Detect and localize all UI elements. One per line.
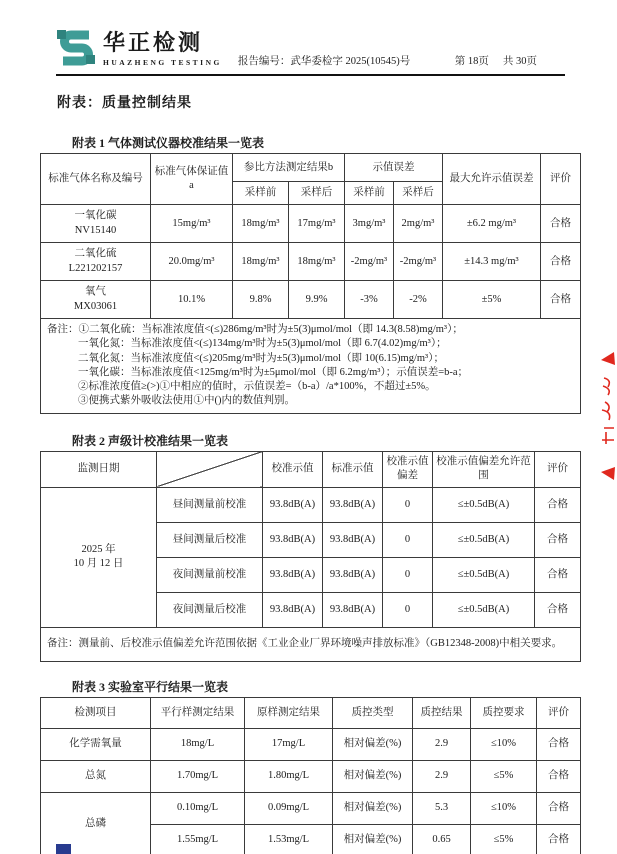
deviation-cell: 0 bbox=[383, 592, 433, 627]
diagonal-header-cell bbox=[157, 451, 263, 487]
gas-calibration-table bbox=[40, 153, 581, 414]
evaluation-cell: 合格 bbox=[535, 522, 581, 557]
monitoring-date-cell: 2025 年 10 月 12 日 bbox=[41, 487, 157, 627]
table1-notes bbox=[41, 319, 581, 414]
allowed-range-cell: ≤±0.5dB(A) bbox=[433, 592, 535, 627]
col-qc-result: 质控结果 bbox=[413, 697, 471, 728]
col-gas-name: 标准气体名称及编号 bbox=[41, 154, 151, 205]
err-before-cell: -3% bbox=[345, 281, 394, 319]
ref-after-cell: 18mg/m³ bbox=[289, 243, 345, 281]
evaluation-cell: 合格 bbox=[535, 487, 581, 522]
corner-mark bbox=[56, 844, 71, 854]
evaluation-cell: 合格 bbox=[537, 824, 581, 854]
ref-before-cell: 18mg/m³ bbox=[233, 243, 289, 281]
company-logo bbox=[56, 28, 222, 71]
table-header-row bbox=[41, 451, 581, 487]
original-result-cell: 1.80mg/L bbox=[245, 760, 333, 792]
qc-type-cell: 相对偏差(%) bbox=[333, 824, 413, 854]
guaranteed-value-cell: 10.1% bbox=[151, 281, 233, 319]
table-row bbox=[41, 243, 581, 281]
allowed-range-cell: ≤±0.5dB(A) bbox=[433, 487, 535, 522]
table2-title: 附表 2 声级计校准结果一览表 bbox=[72, 433, 229, 448]
col-allowed-range: 校准示值偏差允许范围 bbox=[433, 451, 535, 487]
calibration-stage-cell: 昼间测量后校准 bbox=[157, 522, 263, 557]
note-line: 二氧化氮：当标准浓度值<(≤)205mg/m³时为±5(3)μmol/mol（即 10(6.15)mg/m³）； bbox=[78, 352, 444, 364]
test-item-cell: 总氮 bbox=[41, 760, 151, 792]
ref-after-cell: 17mg/m³ bbox=[289, 205, 345, 243]
original-result-cell: 0.09mg/L bbox=[245, 792, 333, 824]
allowed-range-cell: ≤±0.5dB(A) bbox=[433, 522, 535, 557]
col-test-item: 检测项目 bbox=[41, 697, 151, 728]
table-row bbox=[41, 792, 581, 824]
allowed-range-cell: ≤±0.5dB(A) bbox=[433, 557, 535, 592]
err-after-cell: -2mg/m³ bbox=[394, 243, 443, 281]
standard-value-cell: 93.8dB(A) bbox=[323, 487, 383, 522]
parallel-result-cell: 18mg/L bbox=[151, 728, 245, 760]
gas-name-cell: 一氧化碳 NV15140 bbox=[41, 205, 151, 243]
guaranteed-value-cell: 20.0mg/m³ bbox=[151, 243, 233, 281]
standard-value-cell: 93.8dB(A) bbox=[323, 592, 383, 627]
err-before-cell: 3mg/m³ bbox=[345, 205, 394, 243]
err-after-cell: 2mg/m³ bbox=[394, 205, 443, 243]
err-after-cell: -2% bbox=[394, 281, 443, 319]
brand-name-cn: 华正检测 bbox=[103, 30, 204, 55]
brand-name-en: HUAZHENG TESTING bbox=[103, 58, 222, 67]
parallel-result-cell: 0.10mg/L bbox=[151, 792, 245, 824]
evaluation-cell: 合格 bbox=[535, 592, 581, 627]
table-row bbox=[41, 281, 581, 319]
table-row bbox=[41, 205, 581, 243]
col-parallel-result: 平行样测定结果 bbox=[151, 697, 245, 728]
report-number: 报告编号：武华委检字 2025(10545)号 bbox=[237, 56, 411, 67]
col-after-sampling: 采样后 bbox=[289, 182, 345, 205]
qc-type-cell: 相对偏差(%) bbox=[333, 760, 413, 792]
qc-requirement-cell: ≤5% bbox=[471, 824, 537, 854]
parallel-result-cell: 1.55mg/L bbox=[151, 824, 245, 854]
evaluation-cell: 合格 bbox=[541, 205, 581, 243]
table2-note: 备注：测量前、后校准示值偏差允许范围依据《工业企业厂界环境噪声排放标准》（GB12348-2008)中相关要求。 bbox=[41, 627, 581, 661]
err-before-cell: -2mg/m³ bbox=[345, 243, 394, 281]
original-result-cell: 17mg/L bbox=[245, 728, 333, 760]
table-header-row bbox=[41, 154, 581, 182]
max-error-cell: ±14.3 mg/m³ bbox=[443, 243, 541, 281]
col-standard-value: 标准示值 bbox=[323, 451, 383, 487]
total-pages: 共 30页 bbox=[502, 56, 537, 67]
qc-result-cell: 2.9 bbox=[413, 760, 471, 792]
standard-value-cell: 93.8dB(A) bbox=[323, 557, 383, 592]
calibration-value-cell: 93.8dB(A) bbox=[263, 522, 323, 557]
col-after-sampling: 采样后 bbox=[394, 182, 443, 205]
table-row bbox=[41, 487, 581, 522]
col-qc-requirement: 质控要求 bbox=[471, 697, 537, 728]
qc-requirement-cell: ≤10% bbox=[471, 792, 537, 824]
gas-name-cell: 氧气 MX03061 bbox=[41, 281, 151, 319]
calibration-value-cell: 93.8dB(A) bbox=[263, 557, 323, 592]
deviation-cell: 0 bbox=[383, 557, 433, 592]
calibration-stage-cell: 夜间测量后校准 bbox=[157, 592, 263, 627]
brand-text bbox=[103, 32, 222, 67]
sound-level-calibration-table bbox=[40, 451, 581, 662]
table-notes-row bbox=[41, 627, 581, 661]
huazheng-logo-icon bbox=[56, 28, 96, 71]
qc-type-cell: 相对偏差(%) bbox=[333, 792, 413, 824]
note-line: ③便携式紫外吸收法使用①中()内的数值判别。 bbox=[78, 395, 295, 407]
col-evaluation: 评价 bbox=[541, 154, 581, 205]
lab-parallel-results-table bbox=[40, 697, 581, 854]
calibration-stage-cell: 昼间测量前校准 bbox=[157, 487, 263, 522]
calibration-value-cell: 93.8dB(A) bbox=[263, 592, 323, 627]
note-line: ②标准浓度值≥(>)①中相应的值时，示值误差=（b-a）/a*100%，不超过±5%。 bbox=[78, 381, 436, 393]
col-indication-error-group: 示值误差 bbox=[345, 154, 443, 182]
table3-title: 附表 3 实验室平行结果一览表 bbox=[72, 679, 229, 694]
col-qc-type: 质控类型 bbox=[333, 697, 413, 728]
original-result-cell: 1.53mg/L bbox=[245, 824, 333, 854]
table-notes-row bbox=[41, 319, 581, 414]
deviation-cell: 0 bbox=[383, 487, 433, 522]
header-rule bbox=[56, 28, 565, 76]
qc-type-cell: 相对偏差(%) bbox=[333, 728, 413, 760]
note-line: 一氧化碳：当标准浓度值<125mg/m³时为±5μmol/mol（即 6.2mg/m³）；示值误差=b-a； bbox=[78, 366, 469, 378]
col-original-result: 原样测定结果 bbox=[245, 697, 333, 728]
col-ref-method-group: 参比方法测定结果b bbox=[233, 154, 345, 182]
col-calibration-value: 校准示值 bbox=[263, 451, 323, 487]
page-indicator bbox=[455, 53, 537, 71]
calibration-value-cell: 93.8dB(A) bbox=[263, 487, 323, 522]
table-row bbox=[41, 728, 581, 760]
col-before-sampling: 采样前 bbox=[233, 182, 289, 205]
page-title: 附表：质量控制结果 bbox=[57, 96, 192, 111]
qc-requirement-cell: ≤5% bbox=[471, 760, 537, 792]
qc-requirement-cell: ≤10% bbox=[471, 728, 537, 760]
deviation-cell: 0 bbox=[383, 522, 433, 557]
parallel-result-cell: 1.70mg/L bbox=[151, 760, 245, 792]
evaluation-cell: 合格 bbox=[537, 728, 581, 760]
red-seal-fragment bbox=[597, 350, 617, 482]
ref-before-cell: 18mg/m³ bbox=[233, 205, 289, 243]
standard-value-cell: 93.8dB(A) bbox=[323, 522, 383, 557]
page-header bbox=[56, 0, 565, 76]
col-monitoring-date: 监测日期 bbox=[41, 451, 157, 487]
table1-title: 附表 1 气体测试仪器校准结果一览表 bbox=[72, 136, 265, 150]
table-header-row bbox=[41, 697, 581, 728]
col-guaranteed-value: 标准气体保证值 a bbox=[151, 154, 233, 205]
evaluation-cell: 合格 bbox=[537, 760, 581, 792]
evaluation-cell: 合格 bbox=[537, 792, 581, 824]
max-error-cell: ±5% bbox=[443, 281, 541, 319]
col-max-allowed-error: 最大允许示值误差 bbox=[443, 154, 541, 205]
calibration-stage-cell: 夜间测量前校准 bbox=[157, 557, 263, 592]
ref-after-cell: 9.9% bbox=[289, 281, 345, 319]
current-page: 第 18页 bbox=[454, 56, 489, 67]
evaluation-cell: 合格 bbox=[535, 557, 581, 592]
test-item-cell: 总磷 bbox=[41, 792, 151, 854]
col-deviation: 校准示值偏差 bbox=[383, 451, 433, 487]
qc-result-cell: 2.9 bbox=[413, 728, 471, 760]
max-error-cell: ±6.2 mg/m³ bbox=[443, 205, 541, 243]
gas-name-cell: 二氧化硫 L221202157 bbox=[41, 243, 151, 281]
guaranteed-value-cell: 15mg/m³ bbox=[151, 205, 233, 243]
col-evaluation: 评价 bbox=[535, 451, 581, 487]
test-item-cell: 化学需氧量 bbox=[41, 728, 151, 760]
note-line: 备注：①二氧化硫：当标准浓度值<(≤)286mg/m³时为±5(3)μmol/mol（即 14.3(8.58)mg/m³）； bbox=[47, 324, 463, 335]
evaluation-cell: 合格 bbox=[541, 243, 581, 281]
qc-result-cell: 5.3 bbox=[413, 792, 471, 824]
col-evaluation: 评价 bbox=[537, 697, 581, 728]
col-before-sampling: 采样前 bbox=[345, 182, 394, 205]
evaluation-cell: 合格 bbox=[541, 281, 581, 319]
note-line: 一氧化氮：当标准浓度值<(≤)134mg/m³时为±5(3)μmol/mol（即 6.7(4.02)mg/m³）； bbox=[78, 338, 447, 350]
table-row bbox=[41, 760, 581, 792]
qc-result-cell: 0.65 bbox=[413, 824, 471, 854]
ref-before-cell: 9.8% bbox=[233, 281, 289, 319]
